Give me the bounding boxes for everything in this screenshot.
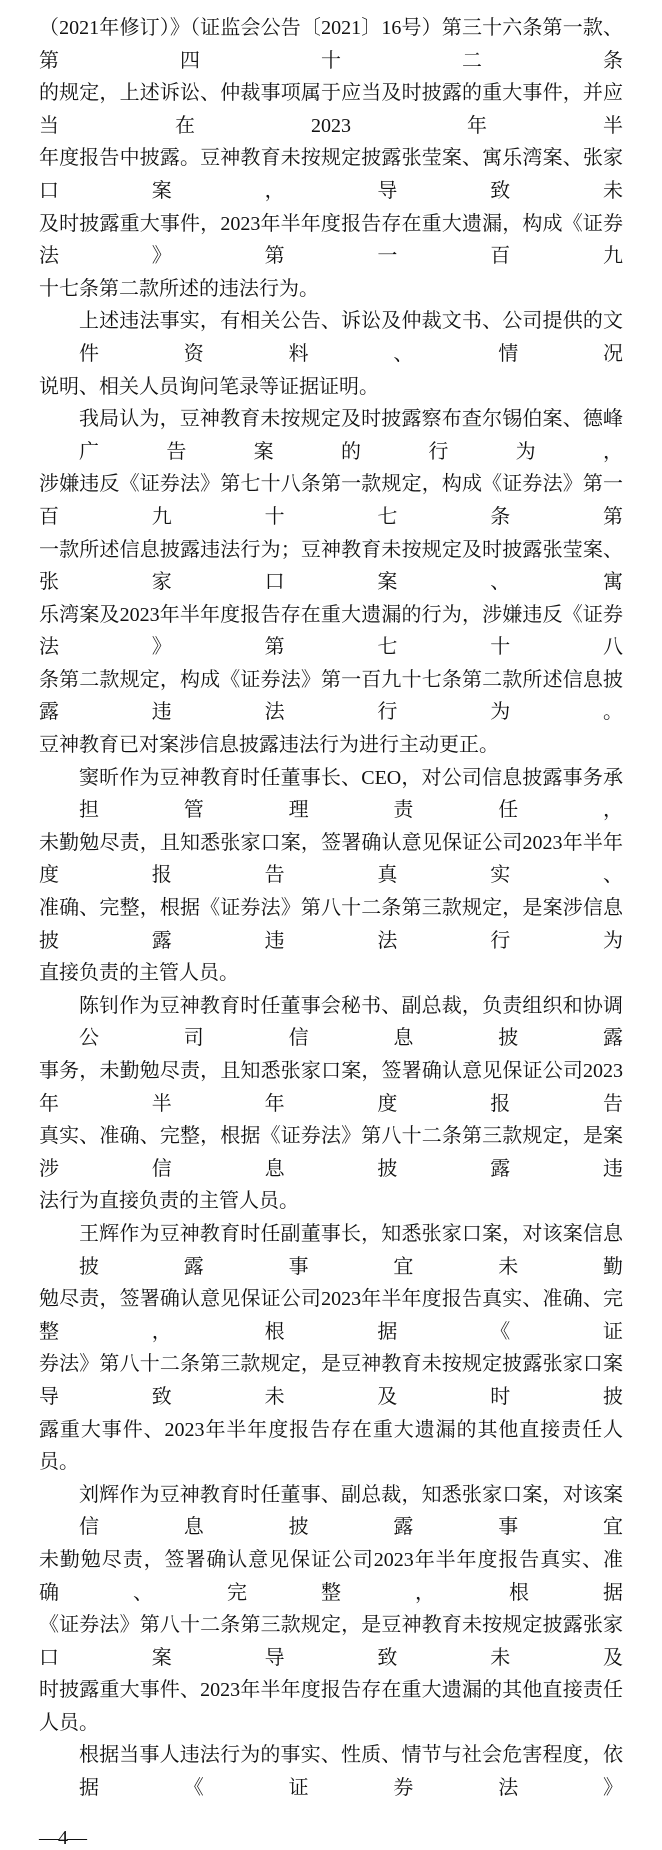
text-line: 窦昕作为豆神教育时任董事长、CEO，对公司信息披露事务承担管理责任， [79,766,623,822]
text-line: 直接负责的主管人员。 [39,962,239,985]
text-line: 未勤勉尽责，且知悉张家口案，签署确认意见保证公司2023年半年度报告真实、 [39,831,623,887]
page-number: —4— [39,1826,86,1849]
text-line: 的规定，上述诉讼、仲裁事项属于应当及时披露的重大事件，并应当在2023年半 [39,82,623,137]
text-line: 乐湾案及2023年半年度报告存在重大遗漏的行为，涉嫌违反《证券法》第七十八 [39,603,623,659]
text-line: 王辉作为豆神教育时任副董事长，知悉张家口案，对该案信息披露事宜未勤 [79,1222,623,1278]
text-line: （2021年修订）》（证监会公告〔2021〕16号）第三十六条第一款、第四十二条 [39,17,623,72]
text-line: 上述违法事实，有相关公告、诉讼及仲裁文书、公司提供的文件资料、情况 [79,310,623,365]
text-line: 豆神教育已对案涉信息披露违法行为进行主动更正。 [39,734,499,757]
paragraph [39,12,623,305]
text-line: 年度报告中披露。豆神教育未按规定披露张莹案、寓乐湾案、张家口案，导致未 [39,147,623,202]
text-line: 露重大事件、2023年半年度报告存在重大遗漏的其他直接责任人员。 [39,1418,623,1474]
text-line: 我局认为，豆神教育未按规定及时披露察布查尔锡伯案、德峰广告案的行为， [79,408,623,463]
text-line: 准确、完整，根据《证券法》第八十二条第三款规定，是案涉信息披露违法行为 [39,897,623,952]
text-line: 陈钊作为豆神教育时任董事会秘书、副总裁，负责组织和协调公司信息披露 [79,994,623,1050]
paragraph [39,762,623,990]
paragraph [39,305,623,403]
document-body [39,0,623,1805]
text-line: 《证券法》第八十二条第三款规定，是豆神教育未按规定披露张家口案导致未及 [39,1614,623,1669]
text-line: 一款所述信息披露违法行为；豆神教育未按规定及时披露张莹案、张家口案、寓 [39,538,623,594]
paragraph [39,1218,623,1479]
paragraph [39,990,623,1218]
text-line: 根据当事人违法行为的事实、性质、情节与社会危害程度，依据《证券法》 [79,1744,623,1800]
text-line: 真实、准确、完整，根据《证券法》第八十二条第三款规定，是案涉信息披露违 [39,1125,623,1180]
text-line: 说明、相关人员询问笔录等证据证明。 [39,375,379,398]
text-line: 时披露重大事件、2023年半年度报告存在重大遗漏的其他直接责任人员。 [39,1679,623,1734]
text-line: 事务，未勤勉尽责，且知悉张家口案，签署确认意见保证公司2023年半年度报告 [39,1060,623,1115]
text-line: 条第二款规定，构成《证券法》第一百九十七条第二款所述信息披露违法行为。 [39,668,623,724]
text-line: 十七条第二款所述的违法行为。 [39,277,319,300]
text-line: 未勤勉尽责，签署确认意见保证公司2023年半年度报告真实、准确、完整，根据 [39,1548,623,1604]
paragraph [39,1479,623,1740]
text-line: 及时披露重大事件，2023年半年度报告存在重大遗漏，构成《证券法》第一百九 [39,212,623,268]
text-line: 刘辉作为豆神教育时任董事、副总裁，知悉张家口案，对该案信息披露事宜 [79,1483,623,1539]
text-line: 法行为直接负责的主管人员。 [39,1190,299,1213]
text-line: 券法》第八十二条第三款规定，是豆神教育未按规定披露张家口案导致未及时披 [39,1353,623,1408]
paragraph [39,1739,623,1804]
text-line: 涉嫌违反《证券法》第七十八条第一款规定，构成《证券法》第一百九十七条第 [39,473,623,528]
text-line: 勉尽责，签署确认意见保证公司2023年半年度报告真实、准确、完整，根据《证 [39,1288,623,1343]
paragraph [39,403,623,762]
